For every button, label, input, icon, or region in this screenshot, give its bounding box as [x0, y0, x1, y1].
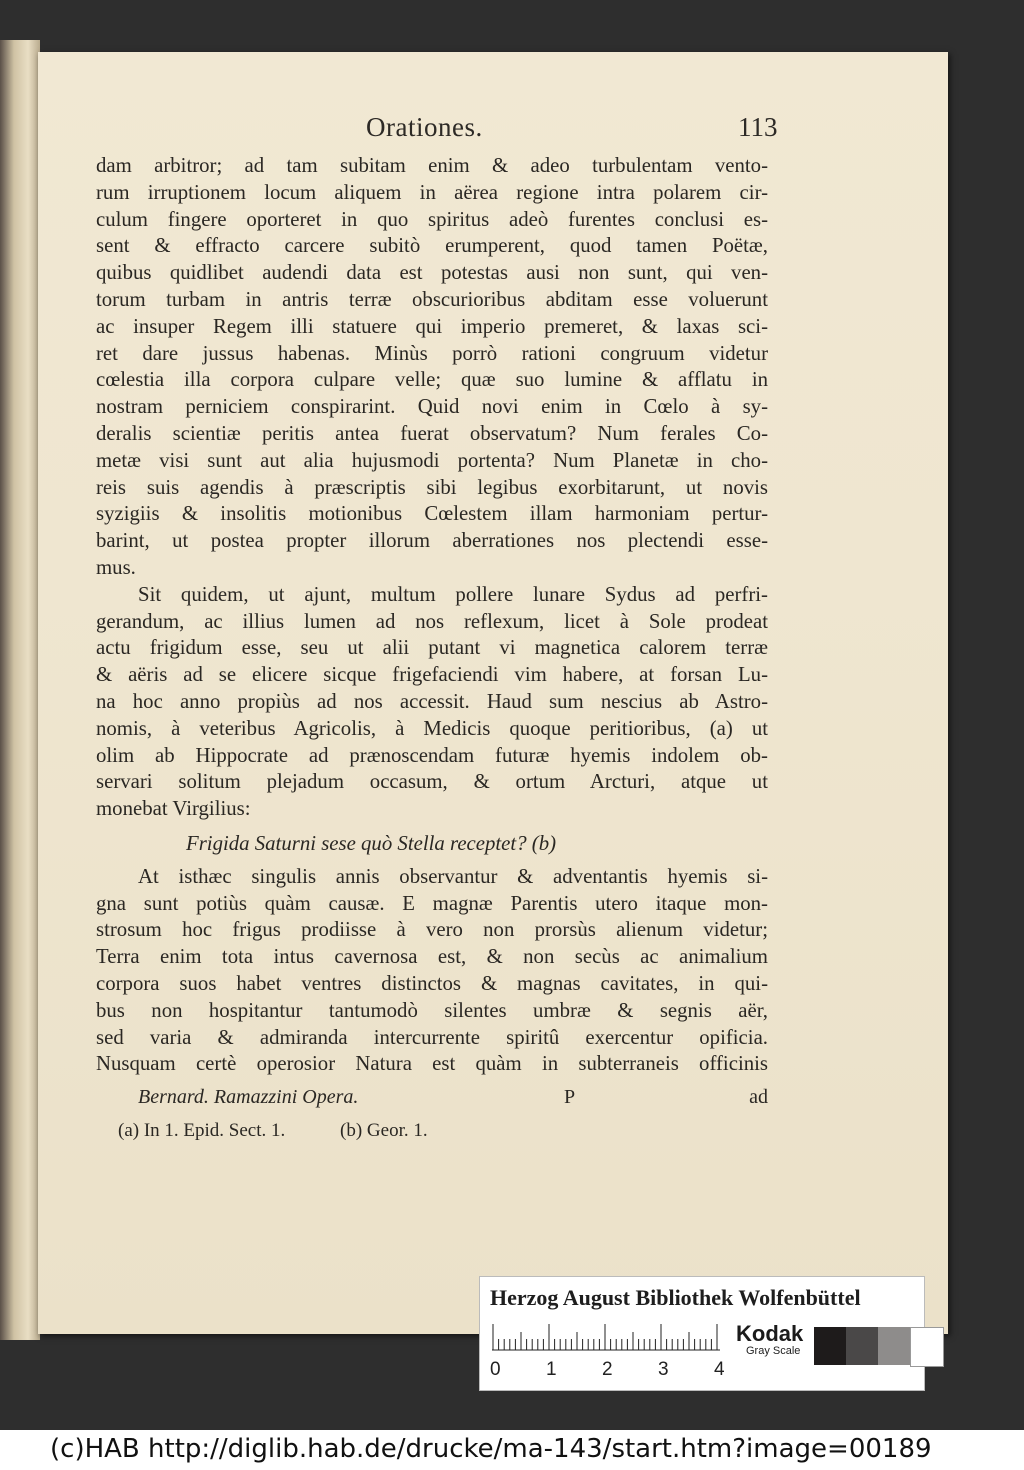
- text-line: nomis, à veteribus Agricolis, à Medicis quoque peritioribus, (a) ut: [96, 716, 768, 740]
- signature-mark: P: [564, 1086, 576, 1108]
- text-line: olim ab Hippocrate ad prænoscendam futuræ hyemis indolem ob-: [96, 743, 768, 767]
- text-line: barint, ut postea propter illorum aberrationes nos plectendi esse-: [96, 529, 768, 553]
- page-footer: [138, 1086, 768, 1116]
- text-line: sent & effracto carcere subitò erumperent, quod tamen Poëtæ,: [96, 234, 768, 258]
- text-line: At isthæc singulis annis observantur & adventantis hyemis si-: [138, 864, 768, 888]
- adjacent-page-edge: [0, 40, 40, 1340]
- ruler-numbers: [490, 1359, 730, 1383]
- body-text: [96, 153, 768, 1078]
- text-line: monebat Virgilius:: [96, 797, 251, 821]
- catchword: ad: [749, 1086, 768, 1108]
- ruler-number: 2: [602, 1359, 613, 1380]
- text-line: corpora suos habet ventres distinctos & magnas cavitates, in qui-: [96, 971, 768, 995]
- text-line: & aëris ad se elicere sicque frigefaciendi vim habere, at forsan Lu-: [96, 663, 768, 687]
- gray-swatch: [814, 1327, 846, 1365]
- text-line: ac insuper Regem illi statuere qui imperio premeret, & laxas sci-: [96, 314, 768, 338]
- text-line: reis suis agendis à præscriptis sibi legibus exorbitarunt, ut novis: [96, 475, 768, 499]
- gray-swatch: [878, 1327, 910, 1365]
- running-header: Orationes.: [366, 112, 483, 142]
- page-number: 113: [738, 112, 778, 142]
- text-line: gna sunt potiùs quàm causæ. E magnæ Parentis utero itaque mon-: [96, 891, 768, 915]
- text-line: culum fingere oporteret in quo spiritus adeò furentes conclusi es-: [96, 207, 768, 231]
- text-line: cœlestia illa corpora culpare velle; quæ suo lumine & afflatu in: [96, 368, 768, 392]
- color-calibration-target: [479, 1276, 925, 1391]
- ruler-number: 4: [714, 1359, 725, 1380]
- text-line: na hoc anno propiùs ad nos accessit. Haud sum nescius ab Astro-: [96, 689, 768, 713]
- ruler-number: 3: [658, 1359, 669, 1380]
- text-line: syzigiis & insolitis motionibus Cœlestem illam harmoniam pertur-: [96, 502, 768, 526]
- footnote-a: (a) In 1. Epid. Sect. 1.: [118, 1120, 286, 1141]
- gray-swatch: [846, 1327, 878, 1365]
- text-line: ret dare jussus habenas. Minùs porrò rationi congruum videtur: [96, 341, 768, 365]
- text-line: Sit quidem, ut ajunt, multum pollere lunare Sydus ad perfri-: [138, 582, 768, 606]
- ruler-scale: [492, 1323, 720, 1351]
- text-line: bus non hospitantur tantumodò silentes umbræ & segnis aër,: [96, 998, 768, 1022]
- source-url: (c)HAB http://diglib.hab.de/drucke/ma-143/start.htm?image=00189: [50, 1434, 932, 1464]
- footnote-b: (b) Geor. 1.: [340, 1120, 428, 1141]
- ruler-number: 0: [490, 1359, 501, 1380]
- kodak-logo: Kodak: [736, 1321, 804, 1346]
- text-line: Terra enim tota intus cavernosa est, & non secùs ac animalium: [96, 945, 768, 969]
- text-line: Nusquam certè operosior Natura est quàm in subterraneis officinis: [96, 1052, 768, 1076]
- gray-swatches: [814, 1327, 944, 1365]
- ruler-number: 1: [546, 1359, 557, 1380]
- text-line: nostram perniciem conspirarint. Quid novi enim in Cœlo à sy-: [96, 395, 768, 419]
- text-line: servari solitum plejadum occasum, & ortum Arcturi, atque ut: [96, 770, 768, 794]
- text-line: sed varia & admiranda intercurrente spiritû exercentur opificia.: [96, 1025, 768, 1049]
- text-line: rum irruptionem locum aliquem in aërea regione intra polarem cir-: [96, 180, 768, 204]
- text-line: gerandum, ac illius lumen ad nos reflexum, licet à Sole prodeat: [96, 609, 768, 633]
- gray-scale-label: Gray Scale: [746, 1345, 801, 1357]
- text-line: strosum hoc frigus prodiisse à vero non prorsùs alienum videtur;: [96, 918, 768, 942]
- gray-swatch: [910, 1327, 944, 1367]
- text-line: actu frigidum esse, seu ut alii putant vi magnetica calorem terræ: [96, 636, 768, 660]
- text-line: torum turbam in antris terræ obscurioribus abditam esse voluerunt: [96, 287, 768, 311]
- text-line: dam arbitror; ad tam subitam enim & adeo turbulentam vento-: [96, 154, 768, 177]
- text-line: deralis scientiæ peritis antea fuerat observatum? Num ferales Co-: [96, 421, 768, 445]
- footer-author: Bernard. Ramazzini Opera.: [138, 1086, 359, 1108]
- book-page: [38, 52, 948, 1334]
- text-line: metæ visi sunt aut alia hujusmodi portenta? Num Planetæ in cho-: [96, 448, 768, 472]
- text-line: quibus quidlibet audendi data est potestas ausi non sunt, qui ven-: [96, 261, 768, 285]
- text-line: mus.: [96, 555, 136, 579]
- verse-quote: Frigida Saturni sese quò Stella receptet? (b): [186, 831, 557, 855]
- copyright-bar: [0, 1430, 1024, 1470]
- library-name: Herzog August Bibliothek Wolfenbüttel: [490, 1285, 861, 1310]
- footnotes: [118, 1120, 478, 1142]
